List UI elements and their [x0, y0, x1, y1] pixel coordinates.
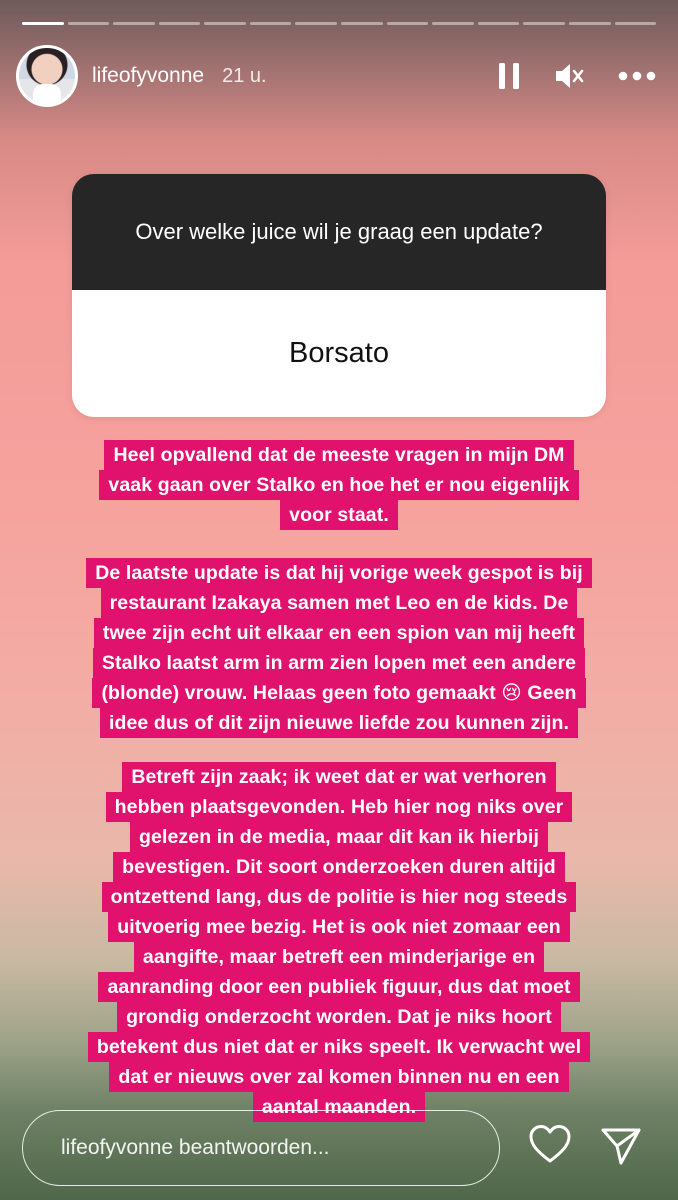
text-line: twee zijn echt uit elkaar en een spion van mij heeft	[94, 618, 584, 648]
progress-segment	[569, 22, 611, 25]
text-line: bevestigen. Dit soort onderzoeken duren altijd	[113, 852, 565, 882]
text-line: De laatste update is dat hij vorige week gespot is bij	[86, 558, 592, 588]
story-header	[16, 44, 656, 108]
reply-bar[interactable]	[22, 1110, 500, 1186]
progress-segment	[523, 22, 565, 25]
progress-segment	[387, 22, 429, 25]
mute-icon[interactable]	[554, 62, 584, 90]
text-line: betekent dus niet dat er niks speelt. Ik verwacht wel	[88, 1032, 590, 1062]
progress-segment	[432, 22, 474, 25]
question-sticker[interactable]	[72, 174, 606, 417]
progress-segment	[159, 22, 201, 25]
progress-segment	[113, 22, 155, 25]
progress-segment	[22, 22, 64, 25]
story-progress-bar	[22, 22, 656, 25]
sticker-answer: Borsato	[72, 290, 606, 417]
text-line: (blonde) vrouw. Helaas geen foto gemaakt 😢 Geen	[92, 678, 585, 708]
text-block-3	[30, 762, 648, 1122]
text-line: aantal maanden.	[253, 1092, 425, 1122]
progress-segment	[615, 22, 657, 25]
username[interactable]: lifeofyvonne	[92, 64, 205, 87]
text-line: restaurant Izakaya samen met Leo en de kids. De	[101, 588, 578, 618]
progress-segment	[341, 22, 383, 25]
text-line: ontzettend lang, dus de politie is hier nog steeds	[102, 882, 577, 912]
sticker-question: Over welke juice wil je graag een update?	[72, 174, 606, 290]
text-line: aangifte, maar betreft een minderjarige en	[134, 942, 544, 972]
reply-input[interactable]	[59, 1135, 463, 1161]
more-icon[interactable]	[618, 71, 656, 81]
progress-segment	[250, 22, 292, 25]
text-line: gelezen in de media, maar dit kan ik hierbij	[130, 822, 548, 852]
progress-segment	[68, 22, 110, 25]
text-line: hebben plaatsgevonden. Heb hier nog niks over	[106, 792, 573, 822]
progress-segment	[204, 22, 246, 25]
progress-segment	[295, 22, 337, 25]
send-icon[interactable]	[600, 1126, 642, 1171]
text-line: vaak gaan over Stalko en hoe het er nou eigenlijk	[99, 470, 578, 500]
progress-segment	[478, 22, 520, 25]
avatar[interactable]	[16, 45, 78, 107]
text-block-2	[30, 558, 648, 738]
text-line: Stalko laatst arm in arm zien lopen met een andere	[93, 648, 585, 678]
story-controls	[498, 62, 656, 90]
text-line: idee dus of dit zijn nieuwe liefde zou kunnen zijn.	[100, 708, 578, 738]
pause-icon[interactable]	[498, 62, 520, 90]
text-line: voor staat.	[280, 500, 398, 530]
text-line: Heel opvallend dat de meeste vragen in mijn DM	[104, 440, 573, 470]
text-line: grondig onderzocht worden. Dat je niks hoort	[117, 1002, 561, 1032]
text-line: uitvoerig mee bezig. Het is ook niet zomaar een	[108, 912, 570, 942]
post-time: 21 u.	[222, 64, 267, 87]
heart-icon[interactable]	[528, 1124, 572, 1169]
text-line: aanranding door een publiek figuur, dus dat moet	[98, 972, 579, 1002]
text-line: dat er nieuws over zal komen binnen nu en een	[109, 1062, 568, 1092]
text-block-1	[30, 440, 648, 530]
text-line: Betreft zijn zaak; ik weet dat er wat verhoren	[122, 762, 555, 792]
